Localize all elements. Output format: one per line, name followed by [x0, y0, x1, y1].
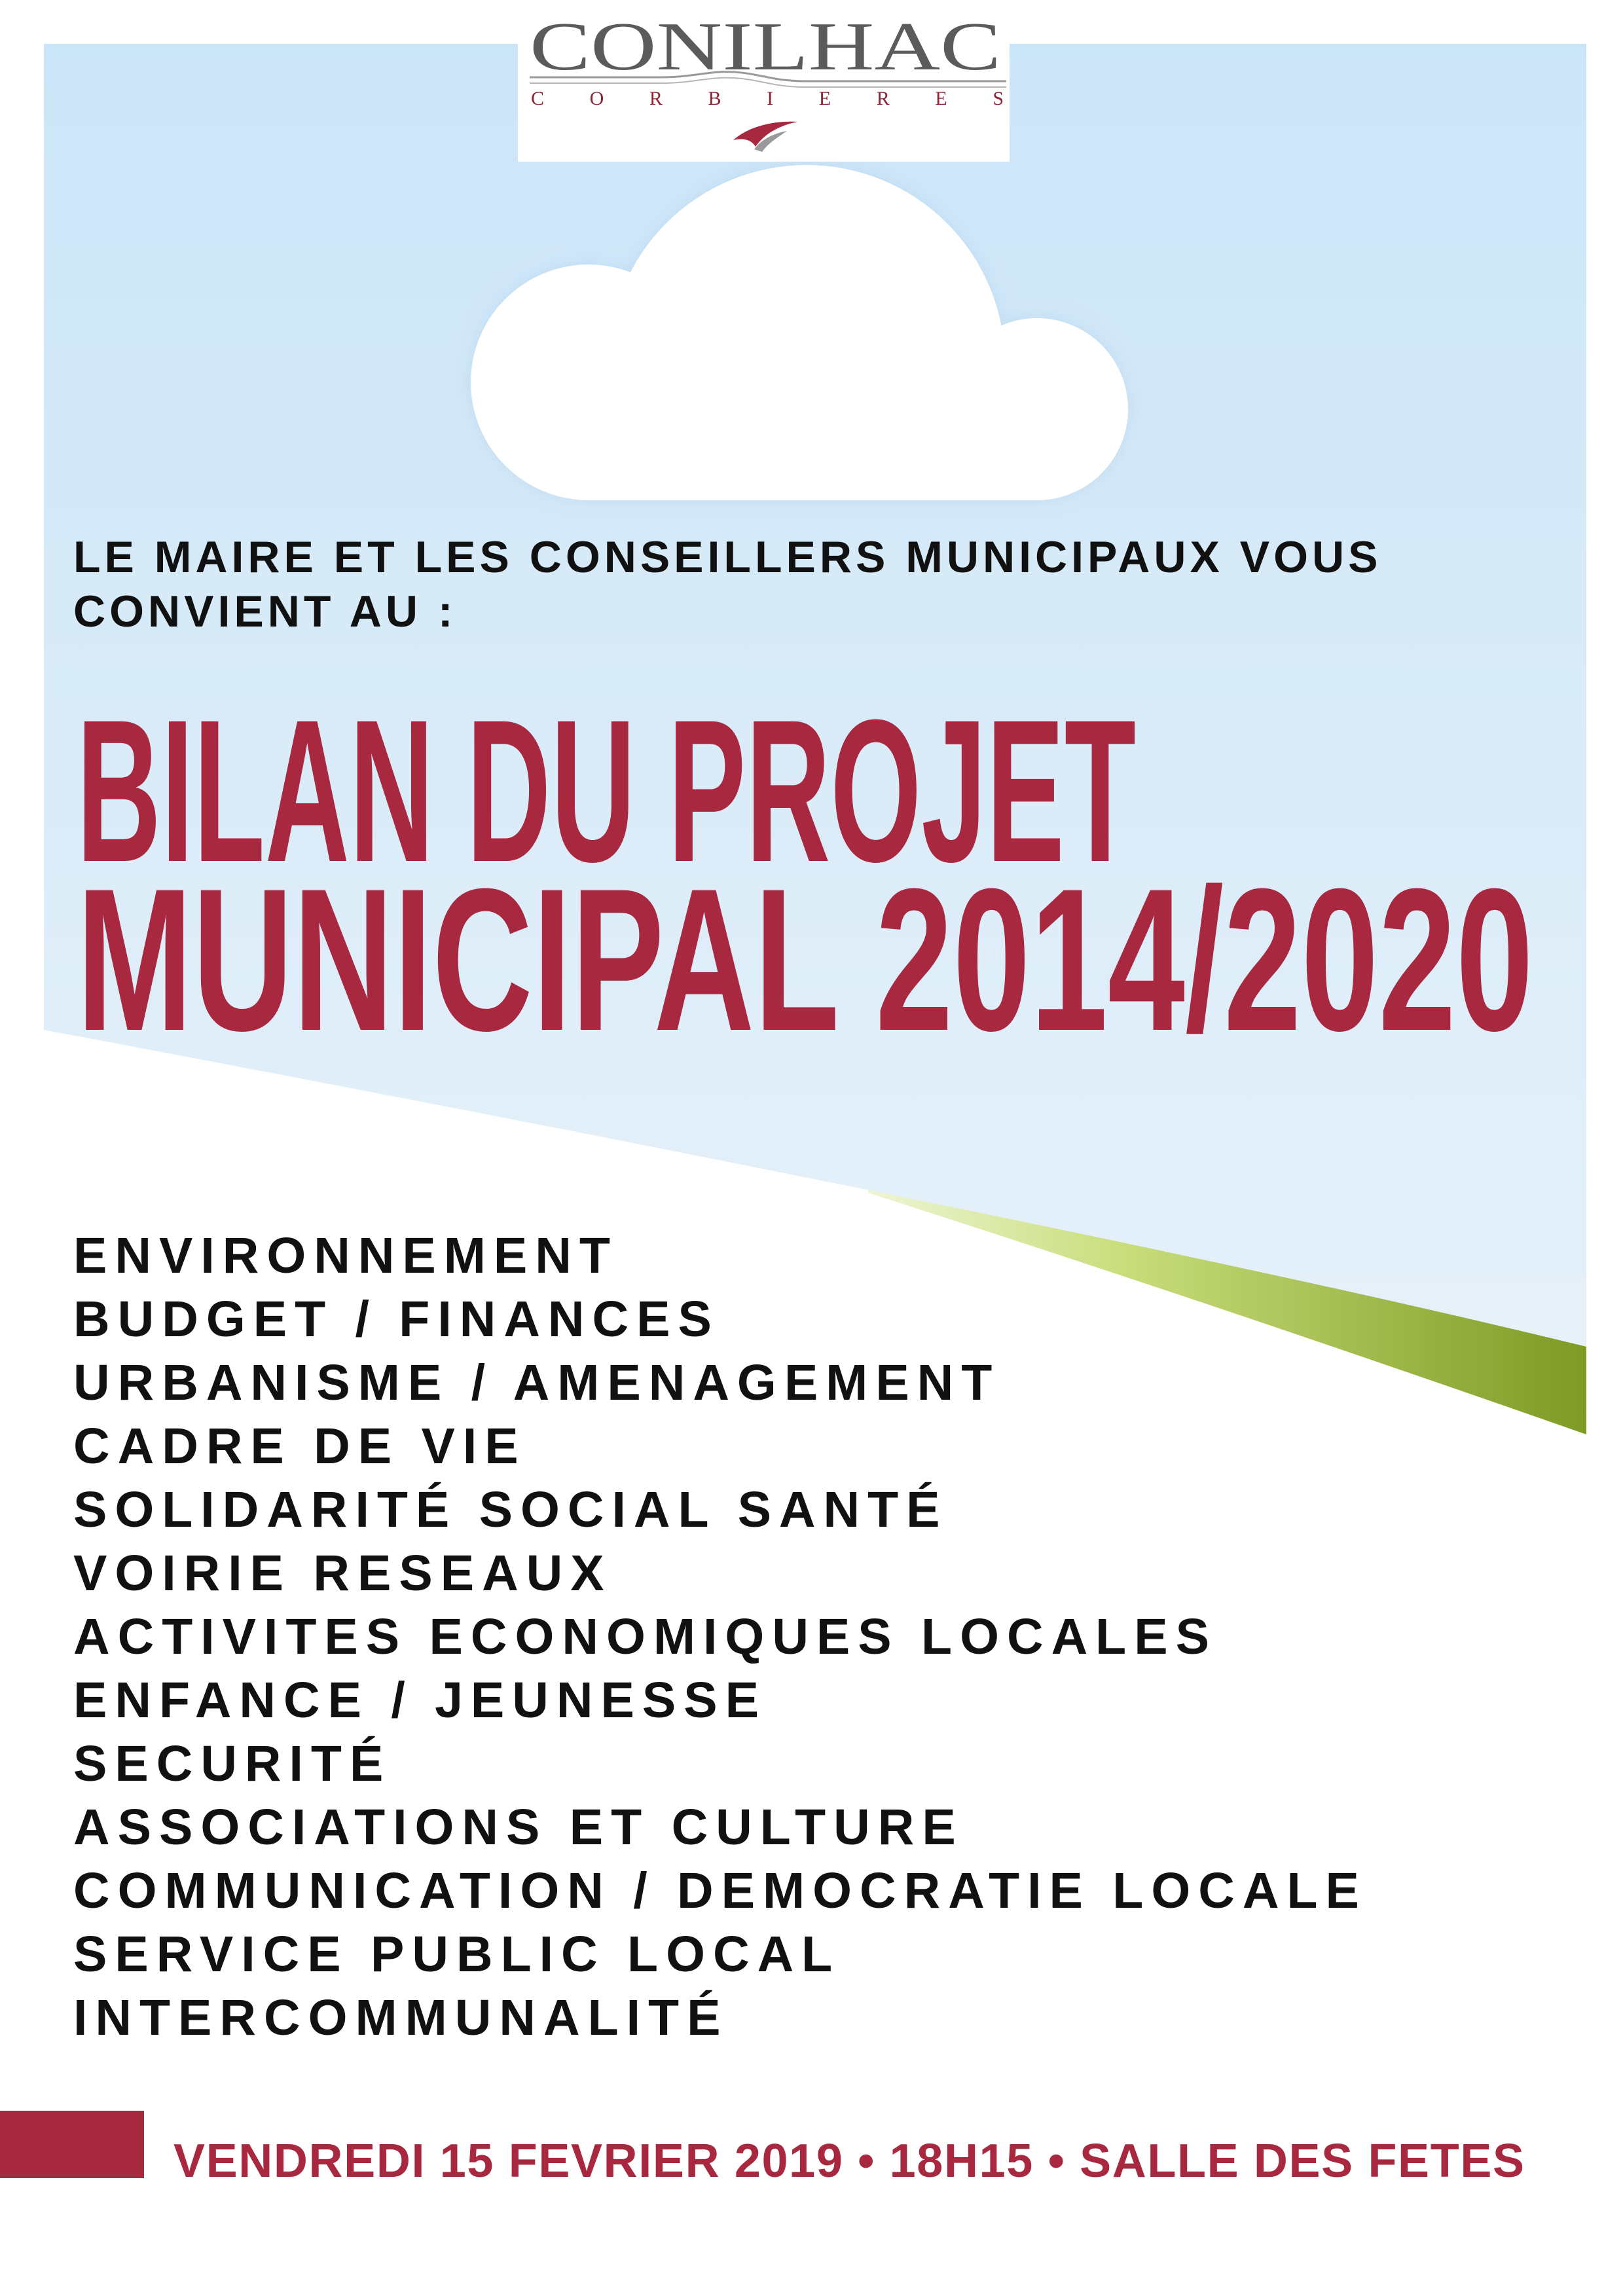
logo-subtitle: CORBIERES	[531, 88, 1004, 109]
topic-item: BUDGET / FINANCES	[73, 1291, 720, 1347]
title-line-2: MUNICIPAL 2014/2020	[77, 846, 1533, 1073]
topic-item: URBANISME / AMENAGEMENT	[73, 1355, 1000, 1411]
event-accent-bar	[0, 2111, 144, 2178]
topic-item: VOIRIE RESEAUX	[73, 1545, 612, 1601]
invitation-line-1: LE MAIRE ET LES CONSEILLERS MUNICIPAUX VOUS	[73, 532, 1382, 582]
topic-item: COMMUNICATION / DEMOCRATIE LOCALE	[73, 1863, 1367, 1919]
topic-item: ENVIRONNEMENT	[73, 1228, 618, 1284]
logo	[518, 0, 1010, 162]
topic-item: CADRE DE VIE	[73, 1418, 526, 1474]
topic-item: INTERCOMMUNALITÉ	[73, 1990, 729, 2046]
topic-item: ACTIVITES ECONOMIQUES LOCALES	[73, 1609, 1217, 1665]
topic-item: ENFANCE / JEUNESSE	[73, 1672, 767, 1728]
event-details: VENDREDI 15 FEVRIER 2019 • 18H15 • SALLE DES FETES	[173, 2135, 1524, 2187]
logo-name: CONILHAC	[530, 8, 1001, 84]
topic-item: SOLIDARITÉ SOCIAL SANTÉ	[73, 1482, 948, 1538]
title-line-1: BILAN DU PROJET	[77, 677, 1136, 904]
topic-item: SECURITÉ	[73, 1736, 392, 1792]
invitation-line-2: CONVIENT AU :	[73, 587, 457, 636]
topic-item: SERVICE PUBLIC LOCAL	[73, 1926, 841, 1982]
topic-item: ASSOCIATIONS ET CULTURE	[73, 1799, 964, 1855]
